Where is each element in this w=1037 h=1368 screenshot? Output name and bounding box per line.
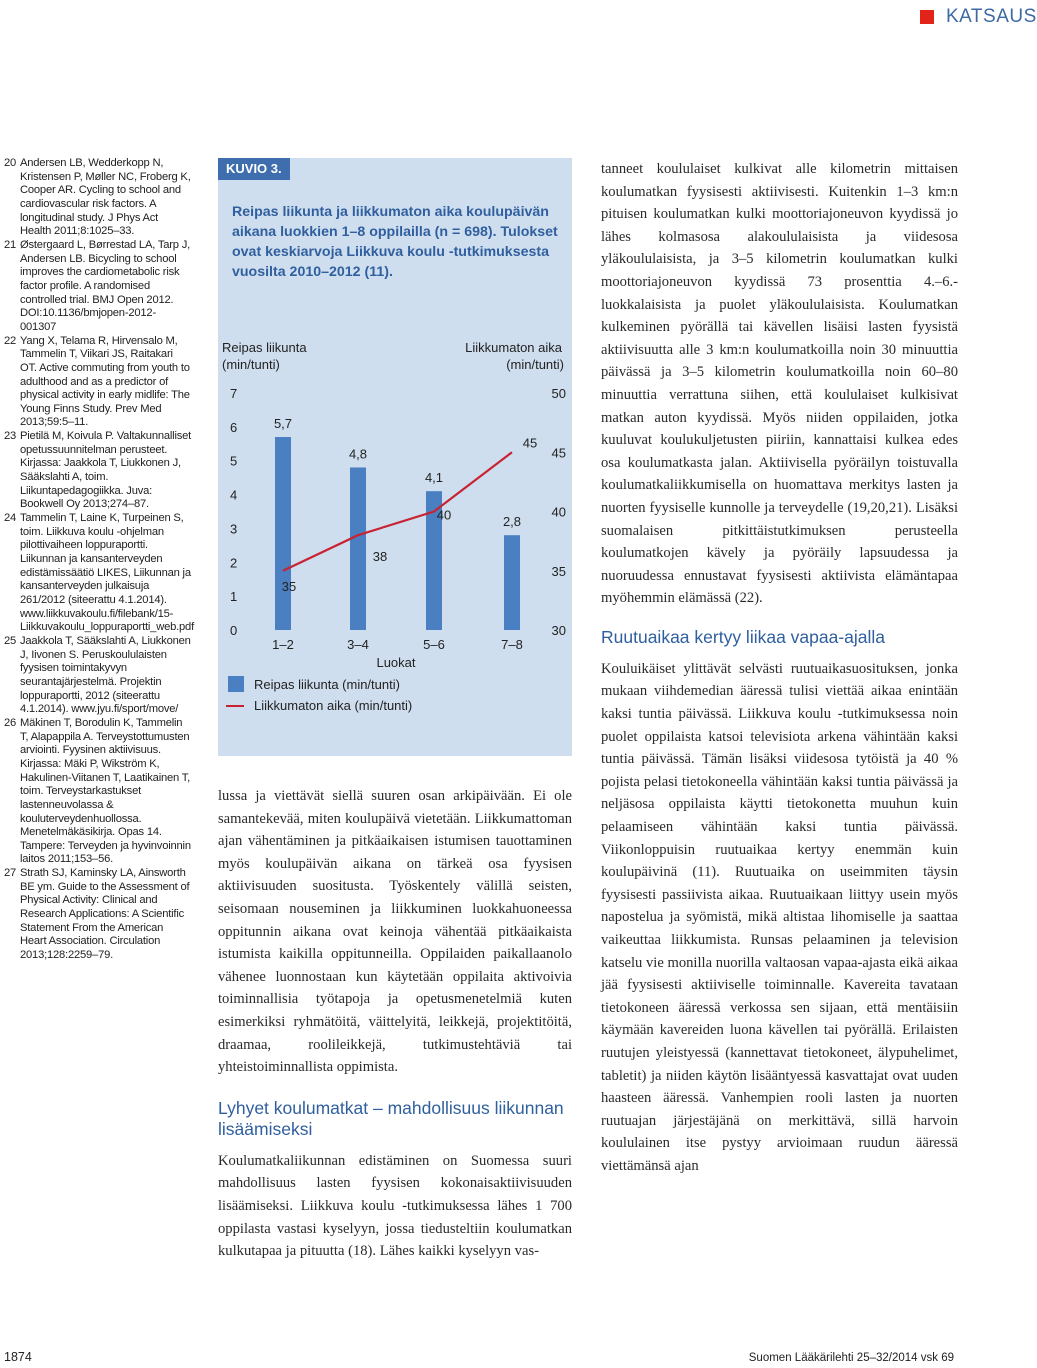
category-label: 7–8 (501, 637, 523, 652)
reference-item (4, 717, 192, 867)
x-axis-label: Luokat (376, 655, 416, 670)
page-number: 1874 (4, 1350, 32, 1364)
left-tick-label: 0 (230, 623, 238, 638)
journal-footer: Suomen Lääkärilehti 25–32/2014 vsk 69 (748, 1352, 954, 1364)
line-value-label: 38 (372, 549, 388, 565)
reference-number: 20 (4, 157, 17, 169)
legend-bars-label: Reipas liikunta (min/tunti) (254, 676, 400, 692)
reference-text: Pietilä M, Koivula P. Valtakunnalliset opetussuunnitelman perusteet. Kirjassa: Jaakkola T, Liukkonen J, Sääkslahti A, toim. Liikuntapedagogiikka. Juva: Bookwell Oy 2013;274–87. (20, 430, 192, 511)
left-tick-label: 2 (230, 555, 238, 571)
category-label: 3–4 (347, 637, 369, 652)
right-tick-label: 30 (551, 623, 566, 638)
reference-text: Mäkinen T, Borodulin K, Tammelin T, Alapappila A. Terveystottumusten arviointi. Fyysinen aktiivisuus. Kirjassa: Mäki P, Wikström K, Hakulinen-Viitanen T, Laatikainen T, toim. Terveystarkastukset lastenneuvolassa & kouluterveydenhuollossa. Menetelmäkäsikirja. Opas 14. Tampere: Terveyden ja hyvinvoinnin laitos 2011;153–56. (20, 716, 191, 866)
category-label: 1–2 (272, 637, 294, 652)
line-value-label: 45 (522, 435, 538, 451)
chart (218, 158, 572, 756)
reference-number: 27 (4, 867, 17, 880)
section-header (920, 6, 1037, 28)
reference-text: Andersen LB, Wedderkopp N, Kristensen P, Møller NC, Froberg K, Cooper AR. Cycling to school and cardiovascular risk factors. A longitudinal study. J Phys Act Health 2011;8:1025–33. (20, 157, 191, 238)
reference-number: 26 (4, 716, 17, 729)
legend-line-swatch (226, 705, 244, 707)
bar-value-label: 5,7 (273, 416, 293, 432)
legend-item-bars (228, 676, 400, 692)
text-column-right (601, 158, 958, 1178)
body-paragraph: lussa ja viettävät siellä suuren osan arkipäivään. Ei ole samantekevää, miten koulupäivä vietetään. Liikkumattoman ajan vähentäminen ja pitkäaikaisen istumisen tauottaminen myös koulupäivän aikana on tärkeä osa fyysisen aktiivisuuden suositusta. Työskentely välillä seisten, seisomaan nouseminen ja liikkuminen luokkahuoneessa oppitunnin aikana ovat keinoja vähentää pitkäaikaista istumista kaikilla oppitunneilla. Oppilaiden paikallaanolo vähenee luonnostaan kun käytetään oppilaita aktivoivia toiminnallisia työtapoja ja opetusmenetelmiä kuten esimerkiksi ryhmätöitä, väittelyitä, leikkejä, projektitöitä, draamaa, roolileikkejä, tutkimustehtäviä tai yhteistoiminnallista oppimista. (218, 788, 572, 1076)
reference-item (4, 635, 192, 717)
section-title: KATSAUS (946, 6, 1037, 27)
reference-list (4, 157, 192, 963)
figure-title: Reipas liikunta ja liikkumaton aika koulupäivän aikana luokkien 1–8 oppilailla (n = 698). Tulokset ovat keskiarvoja Liikkuva koulu -tutkimuksesta vuosilta 2010–2012 (11). (232, 204, 558, 280)
reference-number: 24 (4, 512, 17, 525)
body-paragraph: Kouluikäiset ylittävät selvästi ruutuaikasuosituksen, jonka mukaan viihdemedian ääressä tulisi viettää aikaa enintään kaksi tuntia päivässä. Liikkuva koulu -tutkimuksessa noin puolet oppilaista katsoi televisiota arkena vähintään kaksi tuntia päivässä. Tämän lisäksi viidesosa tytöistä ja 40 % pojista pelasi tietokoneella vähintään kaksi tuntia päivässä ja neljäsosa oppilaista käytti tietokonetta muuhun kuin pelaamiseen vähintään kaksi tuntia päivässä. Viikonloppuisin ruutuaikaa kertyy enemmän kuin koulupäivinä (11). Ruutuaika on useimmiten täysin fyysisesti passiivista aikaa. Ruutuaikaan liittyy usein myös napostelua ja syömistä, mikä altistaa lihomiselle ja saattaa vaikeuttaa liikkumista. Runsas pelaaminen ja television katselu vie monilla nuorilla valtaosan vapaa-ajasta eikä aikaa jää fyysisesti aktiiviselle toiminnalle. Kavereita tavataan tietokoneen ääressä verkossa sen sijaan, että mentäisiin käymään kavereiden luona kävellen tai pyörällä. Erilaisten ruutujen yleistyessä (kannettavat tietokoneet, älypuhelimet, tabletit) ja niiden käytön lisääntyessä kasvattajat ovat uuden haasteen ääressä. Vanhempien rooli lasten ja nuorten ruutuajan järjestäjänä on merkittävä, sillä harvoin koululainen itse pystyy arvioimaan ruudun ääressä viettämänsä ajan (601, 660, 958, 1174)
right-tick-label: 35 (551, 563, 566, 579)
bar-value-label: 4,1 (424, 470, 444, 486)
figure-tag: KUVIO 3. (218, 158, 290, 180)
bar-value-label: 4,8 (348, 446, 368, 462)
reference-number: 23 (4, 430, 17, 443)
section-heading: Ruutuaikaa kertyy liikaa vapaa-ajalla (601, 626, 886, 647)
reference-item (4, 430, 192, 512)
bar (275, 437, 291, 630)
line-value-label: 35 (281, 578, 297, 594)
left-tick-label: 3 (230, 521, 238, 537)
bar-value-label: 2,8 (502, 514, 522, 530)
reference-item (4, 867, 192, 963)
reference-text: Yang X, Telama R, Hirvensalo M, Tammelin T, Viikari JS, Raitakari OT. Active commuting from youth to adulthood and as a predictor of physical activity in early midlife: The Young Finns Study. Prev Med 2013;59:5–11. (20, 334, 190, 429)
left-tick-label: 6 (230, 419, 238, 435)
reference-text: Tammelin T, Laine K, Turpeinen S, toim. Liikkuva koulu -ohjelman pilottivaiheen loppuraportti. Liikunnan ja kansanterveyden edistämissäätiö LIKES, Liikunnan ja kansanterveyden julkaisuja 261/2012 (siteerattu 4.1.2014). www.liikkuvakoulu.fi/filebank/15-Liikkuvakoulu_loppuraportti_web.pdf (20, 512, 194, 634)
body-paragraph: Koulumatkaliikunnan edistäminen on Suomessa suuri mahdollisuus lasten fyysisen kokonaisaktiivisuuden lisäämiseksi. Liikkuva koulu -tutkimuksessa lähes 1 700 oppilasta vastasi kyselyyn, jossa tiedusteltiin koulumatkan kulkutapaa ja pituutta (18). Lähes kaikki kyselyyn vas- (218, 1152, 572, 1260)
left-tick-label: 7 (230, 386, 238, 401)
text-column-middle (218, 785, 572, 1263)
figure-box (218, 158, 572, 756)
legend-item-line (226, 698, 412, 713)
body-paragraph: tanneet koululaiset kulkivat alle kilometrin mittaisen koulumatkan fyysisesti aktiivisesti. Kuitenkin 1–3 km:n pituisen koulumatkan kulki moottoriajoneuvon kyydissä jo lähes kolmasosa alakoululaisista ja viidesosa yläkoululaisista, ja 3–5 kilometrin koulumatkan kulki moottoriajoneuvon kyydissä 73 prosenttia 4.–6.-luokkalaisista ja puolet yläkoululaisista. Koulumatkan kulkeminen pyörällä tai kävellen lisäisi lasten fyysistä aktiivisuutta alle 3 km:n koulumatkoilla noin 30 minuuttia päivässä ja 3–5 kilometrin koulumatkoilla noin 60–80 minuuttia verrattuna siihen, että koululaiset kulkisivat matkan auton kyydissä. Myös niiden oppilaiden, jotka kuuluvat koulukuljetusten piiriin, kannattaisi kulkea edes osa koulumatkasta jalan. Aktiivisella pyöräilyn toistuvalla koulumatkaliikkumisella on huomattava merkitys lasten ja nuorten fyysiselle kunnolle ja terveydelle (19,20,21). Lisäksi suomalaisen pitkittäistutkimuksen perusteella koulumatkojen kävely ja pyöräily lapsuudessa ja nuoruudessa ennustavat fyysisesti aktiivista elämäntapaa myöhemmin elämässä (22). (601, 161, 958, 607)
left-tick-label: 5 (230, 453, 238, 469)
right-tick-label: 40 (551, 504, 566, 520)
right-tick-label: 50 (551, 386, 566, 401)
right-axis-title: Liikkumaton aika (465, 340, 562, 355)
reference-item (4, 335, 192, 431)
reference-number: 25 (4, 634, 17, 647)
right-axis-unit: (min/tunti) (506, 357, 564, 372)
section-marker-icon (920, 10, 934, 24)
right-tick-label: 45 (551, 445, 566, 461)
left-tick-label: 1 (230, 589, 238, 605)
reference-item (4, 157, 192, 239)
bar (350, 467, 366, 630)
reference-item (4, 239, 192, 335)
left-axis-unit: (min/tunti) (222, 357, 280, 372)
category-label: 5–6 (423, 637, 445, 652)
reference-text: Jaakkola T, Sääkslahti A, Liukkonen J, Iivonen S. Peruskoululaisten fyysisen toimintakyvyn seurantajärjestelmä. Projektin loppuraportti, 2012 (siteerattu 4.1.2014). www.jyu.fi/sport/move/ (20, 634, 191, 716)
reference-text: Østergaard L, Børrestad LA, Tarp J, Andersen LB. Bicycling to school improves the cardiometabolic risk factor profile. A randomised controlled trial. BMJ Open 2012. DOI:10.1136/bmjopen-2012-001307 (20, 238, 191, 333)
line-value-label: 40 (436, 507, 452, 523)
legend-bar-swatch (228, 676, 244, 692)
reference-number: 21 (4, 238, 17, 251)
reference-number: 22 (4, 334, 17, 347)
reference-item (4, 512, 192, 635)
legend-line-label: Liikkumaton aika (min/tunti) (254, 698, 413, 713)
reference-text: Strath SJ, Kaminsky LA, Ainsworth BE ym. Guide to the Assessment of Physical Activity: Clinical and Research Applications: A Scientific Statement From the American Heart Association. Circulation 2013;128:2259–79. (20, 867, 190, 962)
left-tick-label: 4 (230, 487, 238, 503)
series-line (283, 452, 512, 571)
left-axis-title: Reipas liikunta (222, 340, 307, 355)
section-heading: Lyhyet koulumatkat – mahdollisuus liikunnan lisäämiseksi (218, 1097, 564, 1139)
bar (504, 535, 520, 630)
